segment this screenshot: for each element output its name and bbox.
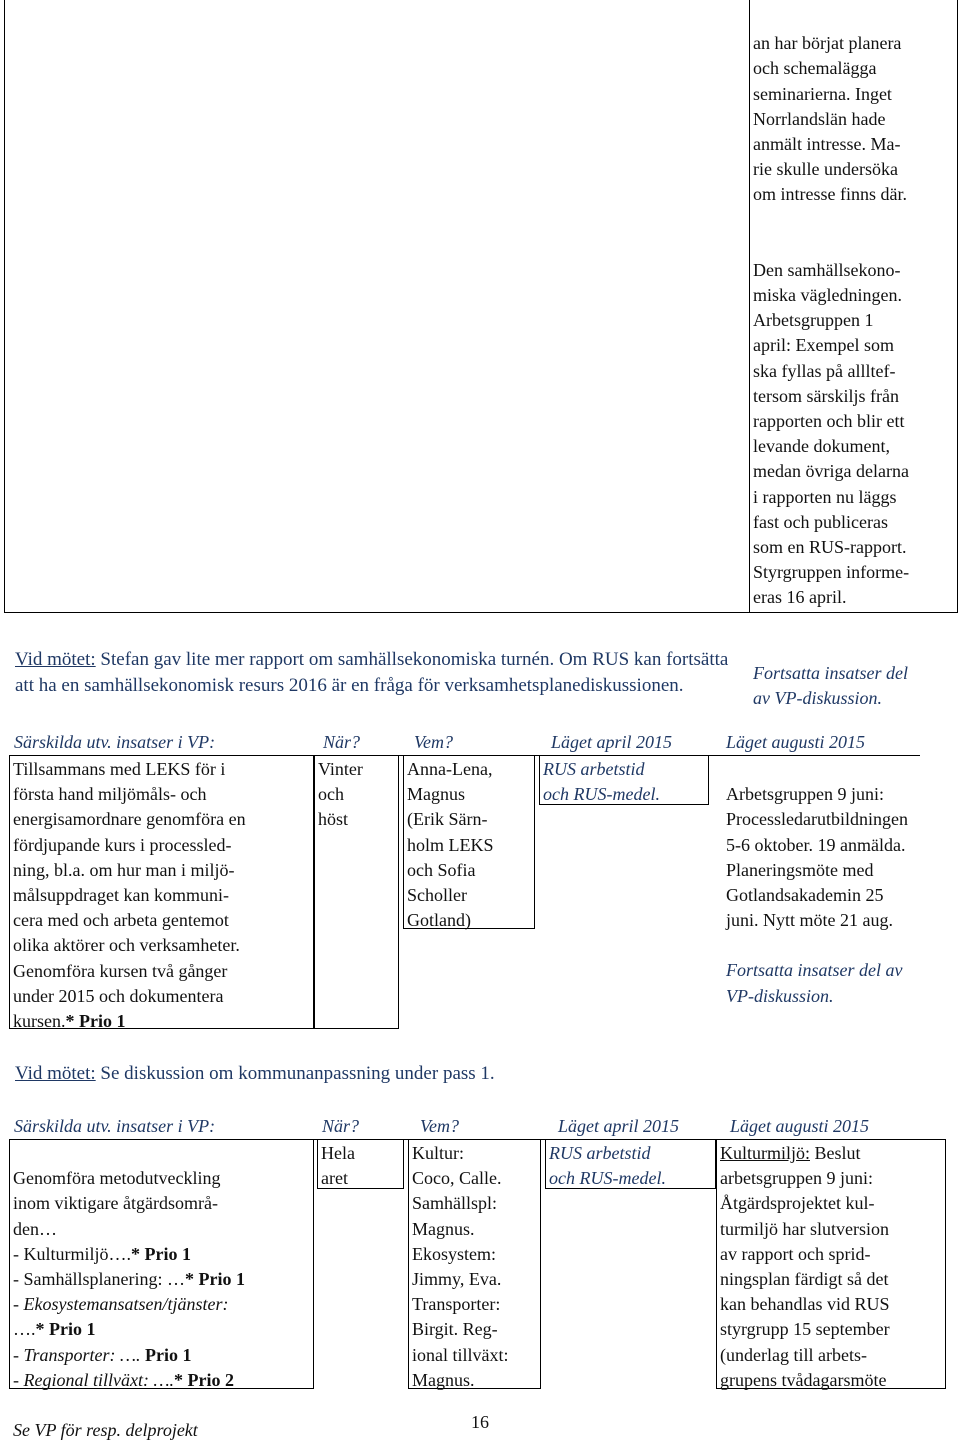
prio-label: Prio 1 bbox=[140, 1344, 192, 1365]
table-cell-nar: Hela aret bbox=[317, 1139, 404, 1189]
header-nar: När? bbox=[322, 1116, 360, 1136]
table-cell-augusti bbox=[726, 757, 956, 1034]
delprojekt-item bbox=[13, 1292, 310, 1317]
table-cell-nar: Vinter och höst bbox=[314, 755, 399, 1029]
header-vem: Vem? bbox=[414, 732, 453, 752]
delprojekt-item bbox=[13, 1317, 310, 1342]
prio-label: * Prio 2 bbox=[173, 1369, 234, 1390]
meeting-note-2 bbox=[15, 1061, 495, 1087]
prio-label: * Prio 1 bbox=[35, 1319, 96, 1340]
augusti-status: Arbetsgruppen 9 juni: Processledarutbildningen 5-6 oktober. 19 anmälda. Planeringsmöte med Gotlandsakademin 25 juni. Nytt möte 21 aug. bbox=[726, 784, 908, 931]
table-header bbox=[14, 1115, 920, 1140]
header-augusti: Läget augusti 2015 bbox=[730, 1116, 870, 1136]
header-nar: När? bbox=[323, 732, 361, 752]
page-number: 16 bbox=[471, 1412, 489, 1432]
header-insatser: Särskilda utv. insatser i VP: bbox=[14, 1116, 216, 1136]
meeting-note-1 bbox=[15, 647, 728, 698]
delprojekt-list bbox=[13, 1242, 310, 1393]
insats-footer: Se VP för resp. delprojekt bbox=[13, 1420, 198, 1441]
meeting-note-text: Se diskussion om kommunanpassning under pass 1. bbox=[95, 1063, 495, 1084]
meeting-note-text: Stefan gav lite mer rapport om samhällsekonomiska turnén. Om RUS kan fortsätta att ha en samhällsekonomisk resurs 2016 är en fråga för verksamhetsplanediskussionen. bbox=[15, 649, 729, 696]
header-vem: Vem? bbox=[420, 1116, 459, 1136]
augusti-followup: Fortsatta insatser del av VP-diskussion. bbox=[726, 960, 903, 1006]
status-paragraph-1: an har börjat planera och schemalägga seminarierna. Inget Norrlandslän hade anmält intresse. Ma- rie skulle undersöka om intresse finns där. bbox=[753, 33, 907, 205]
table-cell-april: RUS arbetstid och RUS-medel. bbox=[545, 1139, 716, 1189]
delprojekt-label: - Kulturmiljö…. bbox=[13, 1243, 131, 1264]
insats-text: Tillsammans med LEKS för i första hand miljömåls- och energisamordnare genomföra en fördjupande kurs i processled- ning, bl.a. om hur man i miljö- målsuppdraget kan kommuni- cera med och arbeta gentemot olika aktörer och verksamheter. Genomföra kursen två gånger under 2015 och dokumentera kursen. bbox=[13, 759, 246, 1032]
table-cell-augusti bbox=[716, 1139, 946, 1389]
table-cell-vem: Kultur: Coco, Calle. Samhällspl: Magnus. Ekosystem: Jimmy, Eva. Transporter: Birgit. Reg- ional tillväxt: Magnus. bbox=[408, 1139, 541, 1389]
augusti-status: Beslut arbetsgruppen 9 juni: Åtgärdsprojektet kul- turmiljö har slutversion av rapport och sprid- ningsplan färdigt så det kan behandlas vid RUS styrgrupp 15 september (underlag till arbets- grupens tvådagarsmöte bbox=[720, 1143, 890, 1390]
status-paragraph-2: Den samhällsekono- miska vägledningen. Arbetsgruppen 1 april: Exempel som ska fyllas på allltef- tersom särskiljs från rapporten och blir ett levande dokument, medan övriga delarna i rapporten nu läggs fast och publiceras som en RUS-rapport. Styrgruppen informe- eras 16 april. bbox=[753, 259, 910, 608]
table-cell-vem: Anna-Lena, Magnus (Erik Särn- holm LEKS och Sofia Scholler Gotland) bbox=[403, 755, 535, 929]
delprojekt-label: - Transporter: …. bbox=[13, 1344, 141, 1365]
delprojekt-item bbox=[13, 1368, 310, 1393]
header-april: Läget april 2015 bbox=[551, 732, 673, 752]
prio-label: * Prio 1 bbox=[184, 1269, 245, 1290]
meeting-note-label: Vid mötet: bbox=[15, 1063, 96, 1084]
table-column-divider bbox=[749, 0, 750, 612]
delprojekt-item bbox=[13, 1267, 310, 1292]
kulturmiljo-label: Kulturmiljö: bbox=[720, 1143, 810, 1163]
table-cell-insats bbox=[9, 1139, 314, 1441]
delprojekt-item bbox=[13, 1343, 310, 1368]
table-cell-april: RUS arbetstid och RUS-medel. bbox=[539, 755, 709, 805]
delprojekt-label: - Samhällsplanering: … bbox=[13, 1269, 185, 1290]
prio-label: * Prio 1 bbox=[65, 1011, 126, 1032]
status-followup: Fortsatta insatser del av VP-diskussion. bbox=[753, 662, 909, 709]
table-header bbox=[14, 731, 920, 756]
delprojekt-label: …. bbox=[13, 1319, 36, 1340]
delprojekt-label: - Ekosystemansatsen/tjänster: bbox=[13, 1294, 229, 1315]
header-augusti: Läget augusti 2015 bbox=[726, 732, 866, 752]
header-april: Läget april 2015 bbox=[558, 1116, 680, 1136]
prio-label: * Prio 1 bbox=[131, 1243, 191, 1264]
header-insatser: Särskilda utv. insatser i VP: bbox=[14, 732, 216, 752]
delprojekt-item bbox=[13, 1242, 310, 1267]
delprojekt-label: - Regional tillväxt: …. bbox=[13, 1369, 174, 1390]
meeting-note-label: Vid mötet: bbox=[15, 649, 96, 670]
top-status-cell bbox=[753, 6, 953, 736]
insats-intro: Genomföra metodutveckling inom viktigare åtgärdsområ- den… bbox=[13, 1168, 221, 1239]
table-cell-insats bbox=[9, 755, 314, 1032]
